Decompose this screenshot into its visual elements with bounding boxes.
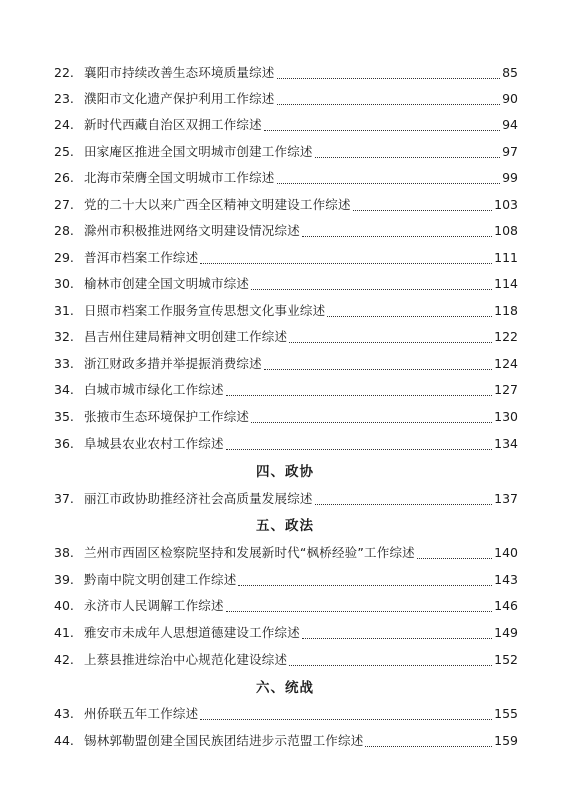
leader-dots: [277, 77, 501, 79]
entry-page: 140: [494, 545, 518, 560]
entry-page: 90: [502, 91, 518, 106]
entry-page: 152: [494, 652, 518, 667]
toc-entry-43: [54, 703, 518, 725]
entry-page: 118: [494, 303, 518, 318]
entry-number: 29.: [54, 250, 74, 265]
entry-page: 97: [502, 144, 518, 159]
section-heading-zhengfa: 五、政法: [256, 518, 314, 534]
toc-entry-24: [54, 114, 518, 136]
entry-page: 114: [494, 276, 518, 291]
entry-number: 41.: [54, 625, 74, 640]
section-heading-zhengxie: 四、政协: [256, 464, 314, 480]
entry-number: 37.: [54, 491, 74, 506]
toc-entry-26: [54, 167, 518, 189]
section-heading-tongzhan: 六、统战: [256, 680, 314, 696]
toc-entry-38: [54, 542, 518, 564]
leader-dots: [327, 315, 492, 317]
toc-entry-25: [54, 141, 518, 163]
entry-number: 25.: [54, 144, 74, 159]
entry-title: 雅安市未成年人思想道德建设工作综述: [84, 625, 300, 640]
entry-page: 122: [494, 329, 518, 344]
leader-dots: [264, 368, 492, 370]
entry-title: 黔南中院文明创建工作综述: [84, 572, 237, 587]
entry-title: 新时代西藏自治区双拥工作综述: [84, 117, 262, 132]
entry-number: 38.: [54, 545, 74, 560]
toc-entry-42: [54, 649, 518, 671]
toc-entry-31: [54, 300, 518, 322]
toc-entry-29: [54, 247, 518, 269]
leader-dots: [365, 745, 492, 747]
leader-dots: [251, 288, 492, 290]
entry-number: 32.: [54, 329, 74, 344]
entry-number: 27.: [54, 197, 74, 212]
toc-entry-39: [54, 569, 518, 591]
entry-title: 兰州市西固区检察院坚持和发展新时代“枫桥经验”工作综述: [84, 545, 415, 560]
entry-page: 103: [494, 197, 518, 212]
entry-title: 党的二十大以来广西全区精神文明建设工作综述: [84, 197, 351, 212]
toc-entry-28: [54, 220, 518, 242]
entry-title: 丽江市政协助推经济社会高质量发展综述: [84, 491, 313, 506]
toc-entry-34: [54, 379, 518, 401]
toc-entry-44: [54, 730, 518, 752]
entry-title: 濮阳市文化遗产保护利用工作综述: [84, 91, 275, 106]
entry-title: 昌吉州住建局精神文明创建工作综述: [84, 329, 288, 344]
entry-title: 永济市人民调解工作综述: [84, 598, 224, 613]
leader-dots: [315, 156, 500, 158]
leader-dots: [264, 129, 500, 131]
leader-dots: [226, 394, 492, 396]
entry-title: 州侨联五年工作综述: [84, 706, 199, 721]
entry-title: 襄阳市持续改善生态环境质量综述: [84, 65, 275, 80]
entry-page: 124: [494, 356, 518, 371]
entry-number: 26.: [54, 170, 74, 185]
entry-number: 43.: [54, 706, 74, 721]
toc-entry-41: [54, 622, 518, 644]
leader-dots: [200, 718, 492, 720]
entry-title: 浙江财政多措并举提振消费综述: [84, 356, 262, 371]
entry-title: 榆林市创建全国文明城市综述: [84, 276, 250, 291]
toc-entry-32: [54, 326, 518, 348]
leader-dots: [315, 503, 493, 505]
entry-title: 田家庵区推进全国文明城市创建工作综述: [84, 144, 313, 159]
leader-dots: [302, 235, 492, 237]
entry-number: 30.: [54, 276, 74, 291]
entry-number: 42.: [54, 652, 74, 667]
entry-number: 23.: [54, 91, 74, 106]
entry-number: 36.: [54, 436, 74, 451]
leader-dots: [238, 584, 492, 586]
entry-title: 滁州市积极推进网络文明建设情况综述: [84, 223, 300, 238]
entry-page: 137: [494, 491, 518, 506]
entry-page: 99: [502, 170, 518, 185]
leader-dots: [289, 341, 492, 343]
entry-number: 24.: [54, 117, 74, 132]
leader-dots: [277, 182, 501, 184]
entry-page: 155: [494, 706, 518, 721]
entry-page: 159: [494, 733, 518, 748]
toc-entry-33: [54, 353, 518, 375]
entry-title: 阜城县农业农村工作综述: [84, 436, 224, 451]
entry-number: 44.: [54, 733, 74, 748]
entry-number: 22.: [54, 65, 74, 80]
toc-entry-35: [54, 406, 518, 428]
entry-page: 149: [494, 625, 518, 640]
entry-title: 锡林郭勒盟创建全国民族团结进步示范盟工作综述: [84, 733, 364, 748]
entry-number: 31.: [54, 303, 74, 318]
toc-entry-27: [54, 194, 518, 216]
entry-title: 日照市档案工作服务宣传思想文化事业综述: [84, 303, 326, 318]
toc-entry-30: [54, 273, 518, 295]
entry-number: 40.: [54, 598, 74, 613]
leader-dots: [200, 262, 492, 264]
entry-page: 108: [494, 223, 518, 238]
entry-page: 127: [494, 382, 518, 397]
entry-page: 134: [494, 436, 518, 451]
entry-page: 94: [502, 117, 518, 132]
toc-entry-23: [54, 88, 518, 110]
leader-dots: [226, 448, 492, 450]
entry-page: 143: [494, 572, 518, 587]
entry-number: 28.: [54, 223, 74, 238]
entry-title: 张掖市生态环境保护工作综述: [84, 409, 250, 424]
entry-title: 白城市城市绿化工作综述: [84, 382, 224, 397]
toc-entry-36: [54, 433, 518, 455]
toc-entry-22: [54, 62, 518, 84]
entry-number: 33.: [54, 356, 74, 371]
entry-number: 39.: [54, 572, 74, 587]
entry-number: 35.: [54, 409, 74, 424]
leader-dots: [302, 637, 492, 639]
toc-entry-37: [54, 488, 518, 510]
leader-dots: [417, 557, 492, 559]
entry-number: 34.: [54, 382, 74, 397]
toc-entry-40: [54, 595, 518, 617]
entry-title: 普洱市档案工作综述: [84, 250, 199, 265]
leader-dots: [251, 421, 492, 423]
leader-dots: [226, 610, 492, 612]
leader-dots: [353, 209, 492, 211]
entry-page: 85: [502, 65, 518, 80]
leader-dots: [277, 103, 501, 105]
entry-title: 上蔡县推进综治中心规范化建设综述: [84, 652, 288, 667]
entry-page: 146: [494, 598, 518, 613]
leader-dots: [289, 664, 492, 666]
entry-page: 130: [494, 409, 518, 424]
entry-title: 北海市荣膺全国文明城市工作综述: [84, 170, 275, 185]
entry-page: 111: [494, 250, 518, 265]
